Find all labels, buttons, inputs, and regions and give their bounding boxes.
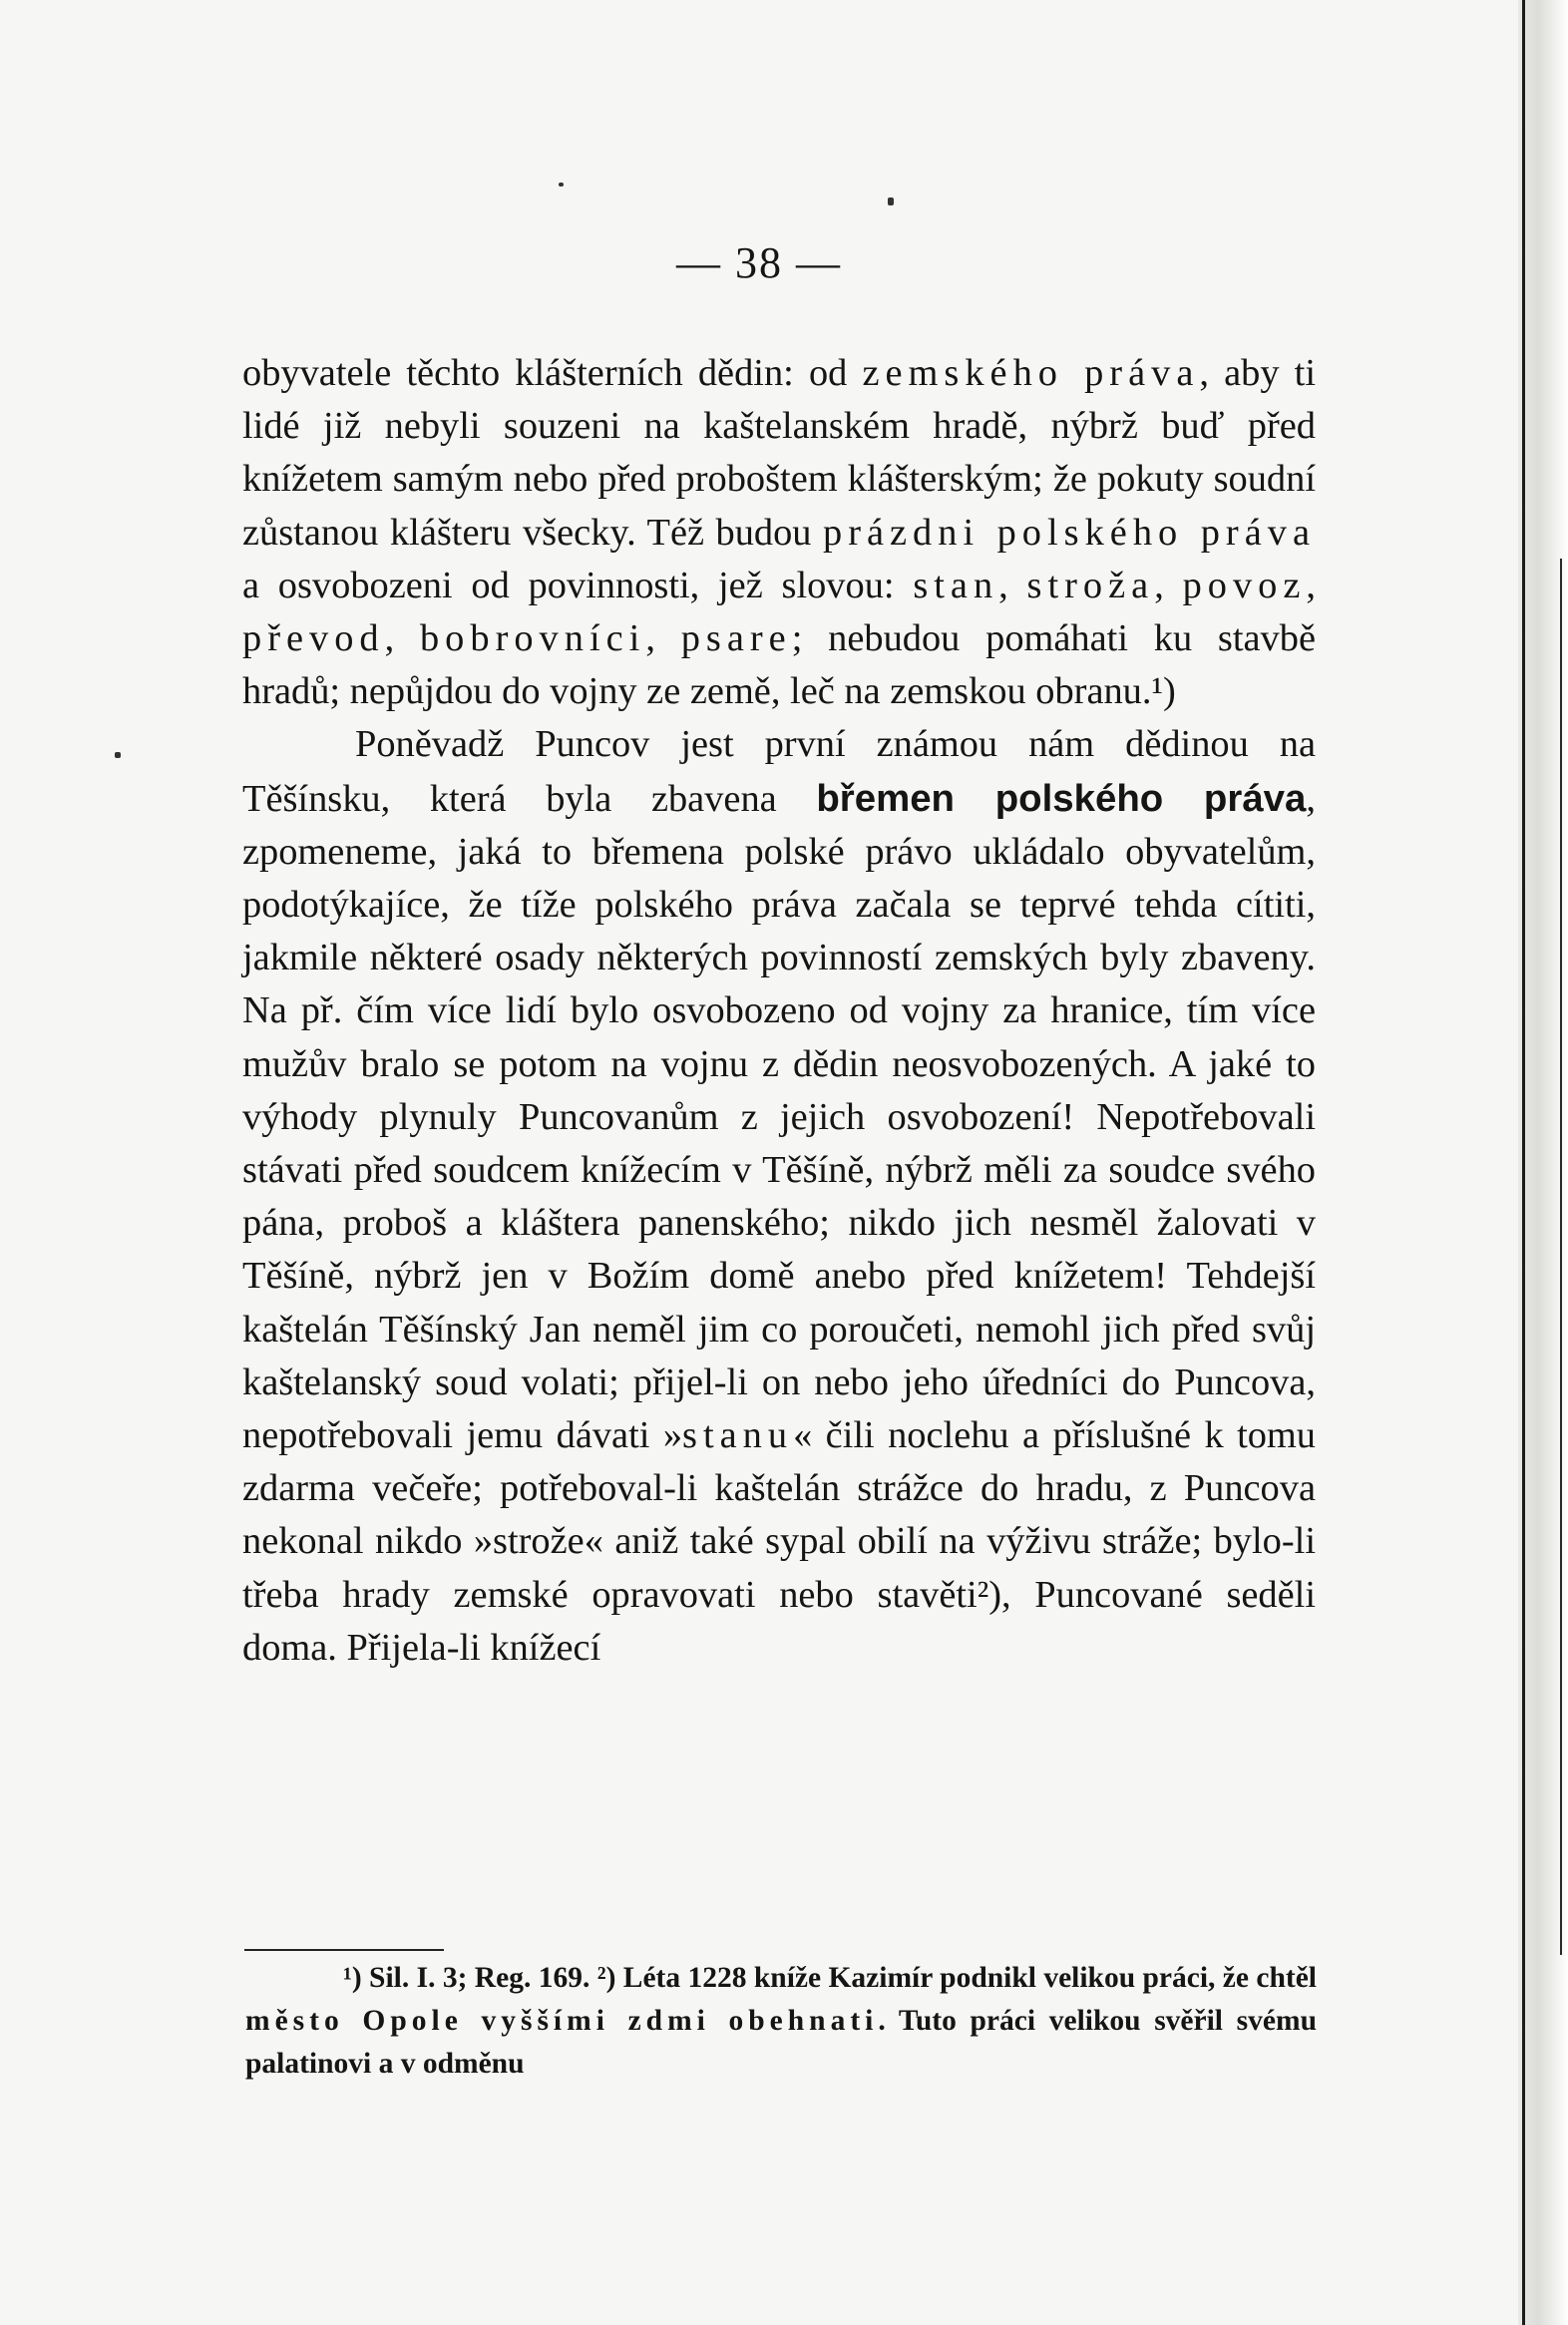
emphasized-text: bobrovníci [419, 617, 646, 660]
emphasized-text: prázdni polského práva [823, 511, 1316, 554]
text-run: ; nebudou pomáhati ku stavbě hradů; nepůjdou do vojny ze země, leč na zemskou obranu.¹) [242, 617, 1316, 713]
emphasized-text: psare [680, 617, 792, 660]
footnote-text [245, 1957, 1317, 2087]
text-run: ¹) Sil. I. 3; Reg. 169. ²) Léta 1228 kníže Kazimír podnikl velikou práci, že chtěl [343, 1962, 1317, 1994]
emphasized-text: stroža [1026, 564, 1155, 606]
text-run: , [1306, 564, 1316, 606]
footnotes [245, 1957, 1317, 2087]
paragraph-1 [242, 347, 1316, 718]
text-run: , [998, 564, 1027, 606]
ink-speck [559, 183, 564, 187]
ink-speck [115, 752, 121, 758]
emphasized-text: město Opole vyššími zdmi obehnati [245, 2005, 879, 2038]
text-run: , aby ti lidé již nebyli souzeni na kaštelanském hradě, nýbrž buď před knížetem samým nebo před proboštem klášterským; že pokuty soudní zůstanou klášteru všecky. Též budou [242, 352, 1316, 554]
ink-speck [888, 197, 894, 205]
text-run: obyvatele těchto klášterních dědin: od [242, 352, 863, 394]
paragraph-2 [242, 718, 1316, 1675]
main-text [242, 347, 1316, 1675]
emphasized-text: převod [242, 617, 385, 660]
text-run: Poněvadž Puncov jest první známou nám dědinou na Těšínsku, která byla zbavena [242, 723, 1316, 820]
text-run: « čili noclehu a příslušné k tomu zdarma večeře; potřeboval-li kaštelán strážce do hradu, z Puncova nekonal nikdo »strože« aniž také sypal obilí na výživu stráže; bylo-li třeba hrady zemské opravovati nebo stavěti²), Puncované seděli doma. Přijela-li knížecí [242, 1414, 1316, 1669]
footnote-separator [244, 1949, 444, 1951]
emphasized-text: břemen polského práva [816, 776, 1307, 820]
emphasized-text: stanu [682, 1414, 794, 1457]
emphasized-text: stan [913, 564, 999, 606]
text-run: , [1154, 564, 1183, 606]
text-run: a osvobozeni od povinnosti, jež slovou: [242, 564, 914, 606]
text-run: , [645, 617, 681, 660]
emphasized-text: povoz [1182, 564, 1307, 606]
text-run: , zpomeneme, jaká to břemena polské právo ukládalo obyvatelům, podotýkajíce, že tíže polského práva začala se teprvé tehda cítiti, jakmile některé osady některých povinností zemských byly zbaveny. Na př. čím více lidí bylo osvobozeno od vojny za hranice, tím více mužův bralo se potom na vojnu z dědin neosvobozených. A jaké to výhody plynuly Puncovanům z jejich osvobození! Nepotřebovali stávati před soudcem knížecím v Těšíně, nýbrž měli za soudce svého pána, proboš a kláštera panenského; nikdo jich nesměl žalovati v Těšíně, nýbrž jen v Božím domě anebo před knížetem! Tehdejší kaštelán Těšínský Jan neměl jim co poroučeti, nemohl jich před svůj kaštelanský soud volati; přijel-li on nebo jeho úředníci do Puncova, nepotřebovali jemu dávati » [242, 777, 1316, 1457]
page-number: — 38 — [676, 238, 842, 287]
page-edge [1518, 0, 1568, 2325]
text-run: , [384, 617, 420, 660]
emphasized-text: zemského práva [862, 352, 1200, 394]
text-run: . Tuto práci velikou svěřil svému palatinovi a v odměnu [245, 2005, 1317, 2081]
